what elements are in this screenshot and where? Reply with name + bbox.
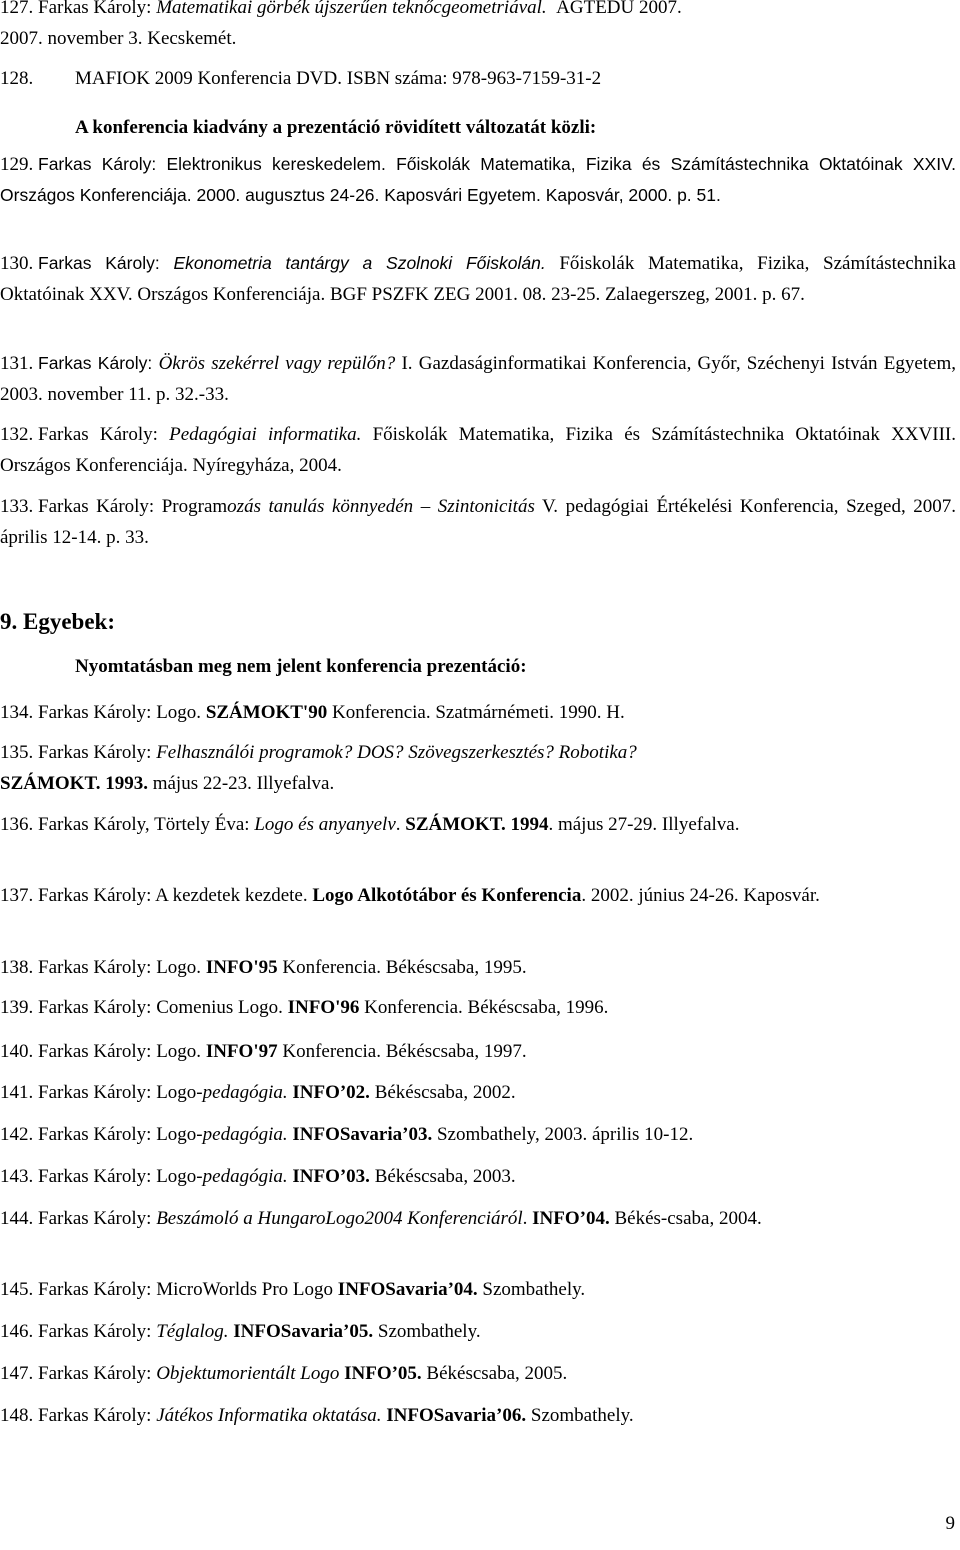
entry-128-note: A konferencia kiadvány a prezentáció rövidített változatát közli: <box>75 117 597 138</box>
entry-number: 130. <box>0 253 34 274</box>
bibliography-entry-135 <box>0 737 960 799</box>
entry-text: 131. Farkas Károly: Ökrös szekérrel vagy repülőn? I. Gazdaságinformatikai Konferencia, Győr, Széchenyi István Egyetem, 2003. november 11. p. 32.-33. <box>0 348 956 410</box>
bibliography-entry-136 <box>0 809 960 840</box>
page-number: 9 <box>945 1513 955 1534</box>
entry-text: 137. Farkas Károly: A kezdetek kezdete. Logo Alkotótábor és Konferencia. 2002. június 24-26. Kaposvár. <box>0 880 956 911</box>
bibliography-entry-144 <box>0 1203 960 1234</box>
entry-text: 144. Farkas Károly: Beszámoló a HungaroLogo2004 Konferenciáról. INFO’04. Békés-csaba, 2004. <box>0 1203 956 1234</box>
bibliography-entry-148 <box>0 1400 960 1431</box>
entry-text: 146. Farkas Károly: Téglalog. INFOSavaria’05. Szombathely. <box>0 1316 956 1347</box>
entry-number: 131. <box>0 353 34 374</box>
bibliography-entry-130 <box>0 248 960 310</box>
entry-number: 138. <box>0 957 34 978</box>
bibliography-entry-127 <box>0 0 960 54</box>
bibliography-entry-137 <box>0 880 960 911</box>
entry-number: 139. <box>0 997 34 1018</box>
entry-number: 144. <box>0 1208 34 1229</box>
entry-number: 133. <box>0 496 34 517</box>
entry-text: 135. Farkas Károly: Felhasználói programok? DOS? Szövegszerkesztés? Robotika? SZÁMOKT. 1993. május 22-23. Illyefalva. <box>0 737 956 799</box>
bibliography-entry-131 <box>0 348 960 410</box>
bibliography-entry-129 <box>0 149 960 211</box>
entry-number: 141. <box>0 1082 34 1103</box>
entry-number: 135. <box>0 742 34 763</box>
bibliography-entry-138 <box>0 952 960 983</box>
entry-number: 146. <box>0 1321 34 1342</box>
entry-number: 142. <box>0 1124 34 1145</box>
bibliography-entry-143 <box>0 1161 960 1192</box>
entry-text: 129. Farkas Károly: Elektronikus kereskedelem. Főiskolák Matematika, Fizika és Számítástechnika Oktatóinak XXIV. Országos Konferenciája. 2000. augusztus 24-26. Kaposvári Egyetem. Kaposvár, 2000. p. 51. <box>0 149 956 211</box>
bibliography-entry-140 <box>0 1036 960 1067</box>
entry-number: 140. <box>0 1041 34 1062</box>
entry-text: 136. Farkas Károly, Törtely Éva: Logo és anyanyelv. SZÁMOKT. 1994. május 27-29. Illyefalva. <box>0 809 956 840</box>
bibliography-entry-132 <box>0 419 960 481</box>
entry-text: MAFIOK 2009 Konferencia DVD. ISBN száma: 978-963-7159-31-2 <box>75 68 602 89</box>
entry-number: 137. <box>0 885 34 906</box>
entry-number: 128. <box>0 68 34 89</box>
bibliography-entry-128 <box>0 63 960 94</box>
entry-number: 145. <box>0 1279 34 1300</box>
entry-number: 129. <box>0 154 34 175</box>
entry-text: 127. Farkas Károly: Matematikai görbék újszerűen teknőcgeometriával. AGTEDU 2007. 2007. november 3. Kecskemét. <box>0 0 956 54</box>
entry-text: 134. Farkas Károly: Logo. SZÁMOKT'90 Konferencia. Szatmárnémeti. 1990. H. <box>0 697 956 728</box>
entry-text: 130. Farkas Károly: Ekonometria tantárgy a Szolnoki Főiskolán. Főiskolák Matematika, Fizika, Számítástechnika Oktatóinak XXV. Országos Konferenciája. BGF PSZFK ZEG 2001. 08. 23-25. Zalaegerszeg, 2001. p. 67. <box>0 248 956 310</box>
entry-text: 138. Farkas Károly: Logo. INFO'95 Konferencia. Békéscsaba, 1995. <box>0 952 956 983</box>
entry-text: 142. Farkas Károly: Logo-pedagógia. INFOSavaria’03. Szombathely, 2003. április 10-12. <box>0 1119 956 1150</box>
bibliography-entry-147 <box>0 1358 960 1389</box>
bibliography-entry-145 <box>0 1274 960 1305</box>
bibliography-entry-133 <box>0 491 960 553</box>
entry-number: 132. <box>0 424 34 445</box>
bibliography-entry-139 <box>0 992 960 1023</box>
entry-number: 147. <box>0 1363 34 1384</box>
section-subheading: Nyomtatásban meg nem jelent konferencia prezentáció: <box>75 656 527 677</box>
entry-text: 141. Farkas Károly: Logo-pedagógia. INFO’02. Békéscsaba, 2002. <box>0 1077 956 1108</box>
entry-number: 127. <box>0 0 34 18</box>
entry-text: 132. Farkas Károly: Pedagógiai informatika. Főiskolák Matematika, Fizika és Számítástechnika Oktatóinak XXVIII. Országos Konferenciája. Nyíregyháza, 2004. <box>0 419 956 481</box>
bibliography-entry-142 <box>0 1119 960 1150</box>
entry-number: 134. <box>0 702 34 723</box>
entry-text: 140. Farkas Károly: Logo. INFO'97 Konferencia. Békéscsaba, 1997. <box>0 1036 956 1067</box>
section-heading: 9. Egyebek: <box>0 609 115 634</box>
bibliography-entry-146 <box>0 1316 960 1347</box>
entry-number: 148. <box>0 1405 34 1426</box>
entry-text: 133. Farkas Károly: Programozás tanulás könnyedén – Szintonicitás V. pedagógiai Értékelési Konferencia, Szeged, 2007. április 12-14. p. 33. <box>0 491 956 553</box>
entry-text: 147. Farkas Károly: Objektumorientált Logo INFO’05. Békéscsaba, 2005. <box>0 1358 956 1389</box>
entry-number: 143. <box>0 1166 34 1187</box>
entry-text: 139. Farkas Károly: Comenius Logo. INFO'96 Konferencia. Békéscsaba, 1996. <box>0 992 956 1023</box>
entry-number: 136. <box>0 814 34 835</box>
entry-text: 148. Farkas Károly: Játékos Informatika oktatása. INFOSavaria’06. Szombathely. <box>0 1400 956 1431</box>
bibliography-entry-141 <box>0 1077 960 1108</box>
entry-text: 145. Farkas Károly: MicroWorlds Pro Logo INFOSavaria’04. Szombathely. <box>0 1274 956 1305</box>
entry-text: 143. Farkas Károly: Logo-pedagógia. INFO’03. Békéscsaba, 2003. <box>0 1161 956 1192</box>
bibliography-entry-134 <box>0 697 960 728</box>
